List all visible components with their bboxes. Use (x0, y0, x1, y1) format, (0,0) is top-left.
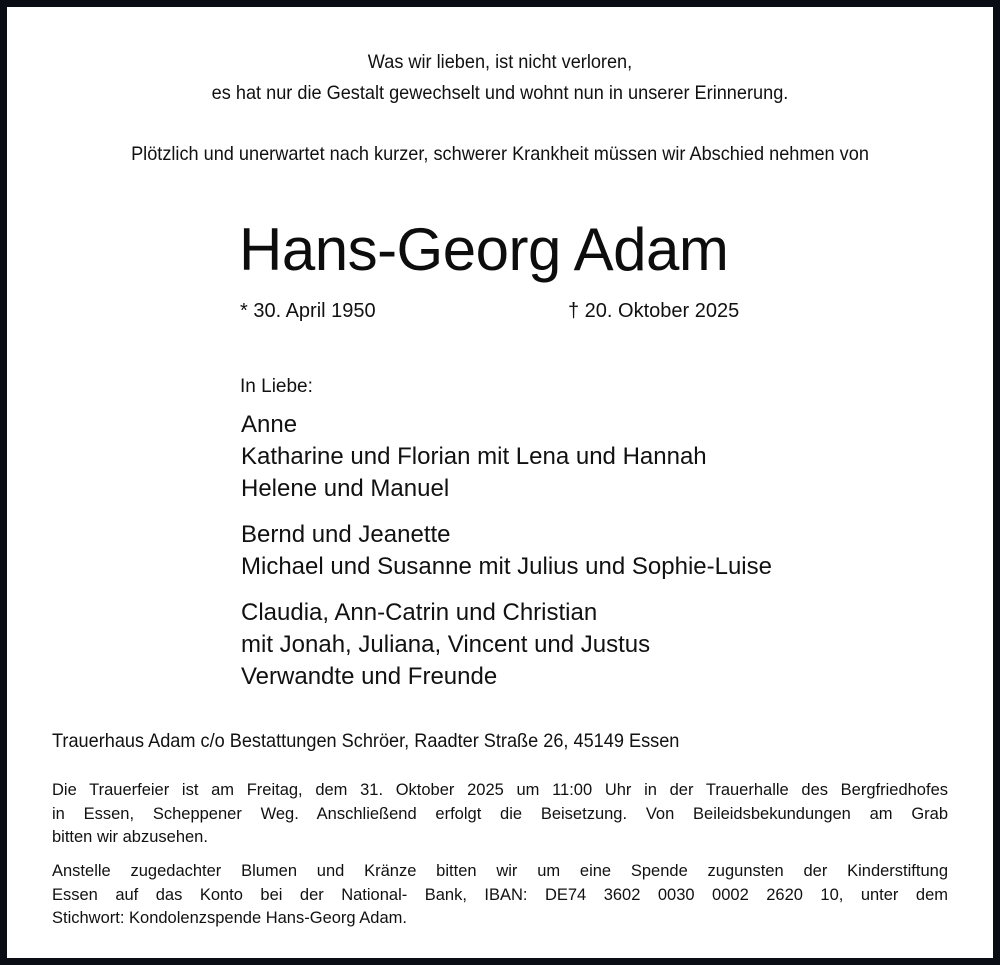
funeral-info-line: in Essen, Scheppener Weg. Anschließend erfolgt die Beisetzung. Von Beileidsbekundungen am Grab (52, 804, 948, 823)
in-love-label: In Liebe: (240, 376, 313, 397)
intro-text: Plötzlich und unerwartet nach kurzer, schwerer Krankheit müssen wir Abschied nehmen von (131, 143, 869, 165)
mourner-line: Bernd und Jeanette (241, 521, 451, 548)
motto-quote (42, 47, 959, 109)
donation-info-paragraph (52, 860, 948, 931)
donation-info-line: Anstelle zugedachter Blumen und Kränze bitten wir um eine Spende zugunsten der Kinderstiftung (52, 862, 948, 880)
obituary-notice (7, 7, 993, 958)
mourner-line: Michael und Susanne mit Julius und Sophie-Luise (241, 553, 772, 580)
mourners-group-2 (241, 519, 772, 583)
mourner-line: mit Jonah, Juliana, Vincent und Justus (241, 631, 651, 658)
funeral-info-line: bitten wir abzusehen. (52, 828, 208, 846)
mourner-line: Helene und Manuel (241, 475, 450, 502)
mourners-group-3 (241, 597, 650, 693)
funeral-info-line: Die Trauerfeier ist am Freitag, dem 31. Oktober 2025 um 11:00 Uhr in der Trauerhalle des Bergfriedhofes (52, 781, 948, 799)
funeral-info-paragraph (52, 779, 948, 850)
birth-date: * 30. April 1950 (240, 300, 376, 322)
motto-line-1: Was wir lieben, ist nicht verloren, (367, 51, 633, 73)
mourner-line: Claudia, Ann-Catrin und Christian (241, 599, 598, 626)
mourner-line: Anne (241, 411, 298, 438)
death-date: † 20. Oktober 2025 (568, 300, 740, 322)
mourner-line: Katharine und Florian mit Lena und Hannah (241, 443, 707, 470)
deceased-name: Hans-Georg Adam (239, 216, 729, 283)
mourning-house-address: Trauerhaus Adam c/o Bestattungen Schröer, Raadter Straße 26, 45149 Essen (52, 730, 680, 752)
mourners-group-1 (241, 409, 707, 505)
donation-info-line: Stichwort: Kondolenzspende Hans-Georg Adam. (52, 909, 407, 927)
motto-line-2: es hat nur die Gestalt gewechselt und wohnt nun in unserer Erinnerung. (211, 82, 789, 104)
donation-info-line: Essen auf das Konto bei der National- Bank, IBAN: DE74 3602 0030 0002 2620 10, unter dem (52, 885, 948, 904)
mourner-line: Verwandte und Freunde (241, 663, 498, 690)
